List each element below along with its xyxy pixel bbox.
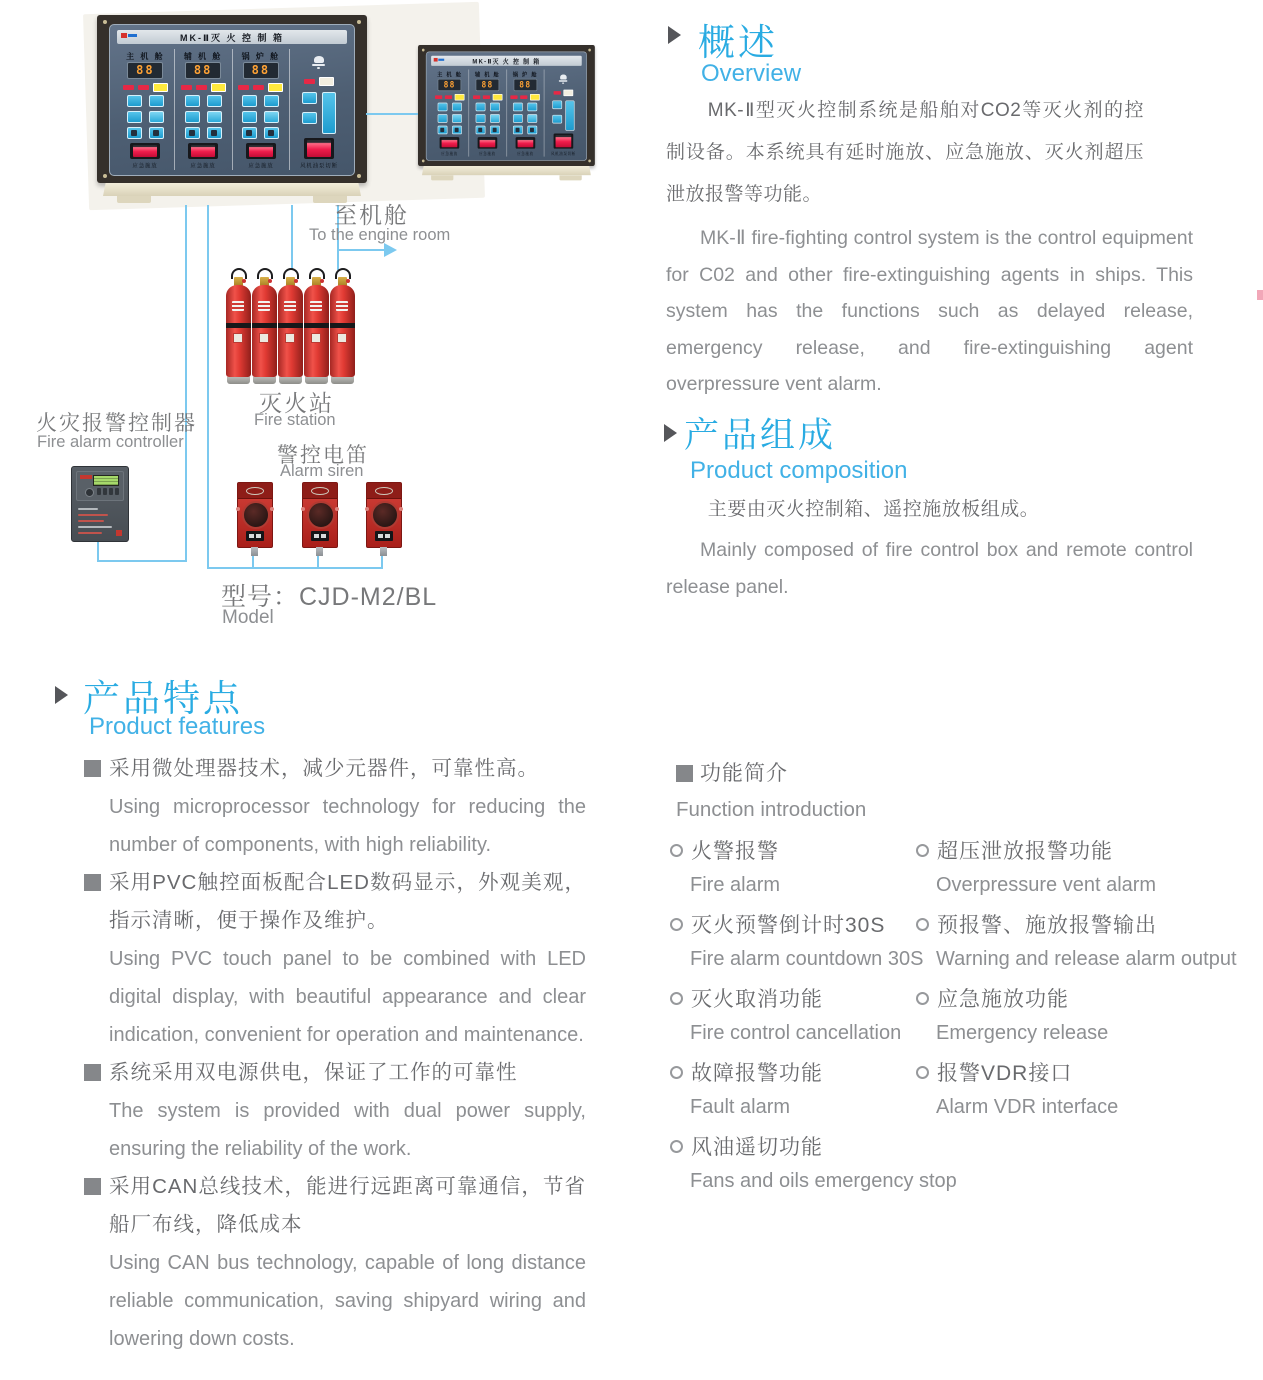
- feature-item-en: Using CAN bus technology, capable of long distance reliable communication, saving shipyard wiring and lowering down costs.: [109, 1252, 586, 1350]
- square-bullet-icon: [84, 1178, 101, 1195]
- panel-foot: [559, 175, 581, 180]
- screw-icon: [103, 174, 107, 178]
- indicator-lights: [553, 90, 573, 96]
- panel-columns: [431, 69, 582, 156]
- feature-item-zh: 采用微处理器技术，减少元器件，可靠性高。: [84, 750, 586, 788]
- panel-column-main-engine: [117, 49, 175, 170]
- panel-button: [242, 127, 257, 139]
- screw-icon: [588, 49, 591, 52]
- feature-item-en: Using microprocessor technology for reducing the number of components, with high reliability.: [109, 796, 586, 856]
- features-title-en: Product features: [89, 713, 266, 740]
- panel-title-bar: [117, 30, 347, 44]
- section-arrow-icon: [664, 424, 677, 442]
- column-label: 辅 机 舱: [183, 52, 223, 61]
- panel-button: [207, 127, 222, 139]
- fire-extinguisher-cylinders: [226, 268, 356, 389]
- label-to-engine-room-zh: 至机舱: [334, 202, 409, 228]
- label-model-en: Model: [222, 607, 274, 628]
- column-label: 锅 炉 舱: [241, 52, 281, 61]
- panel-button: [452, 103, 462, 112]
- panel-button: [452, 114, 462, 123]
- connector-line: [185, 205, 187, 562]
- emergency-release-caption: 应急施放: [479, 152, 496, 157]
- panel-column-main-engine: [431, 69, 469, 156]
- controller-lcd: [93, 475, 119, 486]
- panel-button: [242, 111, 257, 123]
- circle-bullet-icon: [670, 1140, 683, 1153]
- panel-column-fan-pump: [290, 49, 347, 170]
- panel-button: [490, 114, 500, 123]
- column-label: 主 机 舱: [437, 71, 463, 79]
- emergency-release-caption: 应急施放: [441, 152, 458, 157]
- screw-icon: [357, 20, 361, 24]
- feature-item-zh: 采用CAN总线技术，能进行远距离可靠通信，节省船厂布线，降低成本: [84, 1168, 586, 1244]
- panel-face: [426, 51, 587, 160]
- alarm-siren-photo: [237, 482, 273, 548]
- screw-icon: [422, 159, 425, 162]
- panel-button: [490, 126, 500, 135]
- circle-bullet-icon: [670, 844, 683, 857]
- panel-button: [475, 103, 485, 112]
- connector-line: [366, 113, 418, 115]
- panel-button: [149, 95, 164, 107]
- section-arrow-icon: [668, 26, 681, 44]
- panel-button: [438, 126, 448, 135]
- feature-item-zh: 采用PVC触控面板配合LED数码显示，外观美观，指示清晰，便于操作及维护。: [84, 864, 586, 940]
- panel-button: [264, 127, 279, 139]
- connector-line: [97, 540, 99, 562]
- label-model-zh: 型号：CJD-M2/BL: [221, 583, 438, 611]
- overview-paragraph-zh: MK-Ⅱ型灭火控制系统是船舶对CO2等灭火剂的控制设备。本系统具有延时施放、应急施放、灭火剂超压泄放报警等功能。: [666, 100, 1144, 205]
- indicator-lights: [435, 94, 464, 100]
- circle-bullet-icon: [670, 992, 683, 1005]
- composition-title-zh: 产品组成: [684, 416, 837, 455]
- square-bullet-icon: [84, 1064, 101, 1081]
- label-fire-station-zh: 灭火站: [259, 390, 334, 416]
- panel-button: [438, 103, 448, 112]
- functions-column-left: [670, 838, 957, 1208]
- fan-pump-cutoff-button: [304, 138, 334, 159]
- controller-display-panel: [76, 471, 124, 501]
- indicator-lights: [511, 94, 540, 100]
- panel-button-strip: [322, 92, 336, 134]
- emergency-release-button: [516, 137, 536, 149]
- seven-segment-display: 88: [185, 62, 221, 79]
- function-item: 灭火取消功能 Fire control cancellation: [670, 986, 920, 1060]
- alarm-siren-photo: [366, 482, 402, 548]
- panel-button: [475, 126, 485, 135]
- label-fire-alarm-controller-zh: 火灾报警控制器: [36, 412, 197, 435]
- emergency-release-button: [188, 143, 218, 159]
- seven-segment-display: 88: [127, 62, 163, 79]
- label-fire-alarm-controller-en: Fire alarm controller: [37, 433, 184, 451]
- panel-button: [149, 111, 164, 123]
- emergency-release-button: [478, 137, 498, 149]
- panel-title: MK-Ⅱ灭 火 控 制 箱: [472, 57, 541, 65]
- column-label: 辅 机 舱: [474, 71, 501, 79]
- function-item: 报警VDR接口 Alarm VDR interface: [916, 1060, 1251, 1134]
- circle-bullet-icon: [916, 1066, 929, 1079]
- label-fire-station-en: Fire station: [254, 411, 336, 429]
- panel-button: [127, 95, 142, 107]
- panel-button: [185, 111, 200, 123]
- emergency-release-button: [440, 137, 460, 149]
- panel-column-boiler: [233, 49, 291, 170]
- panel-face: [109, 24, 355, 176]
- panel-button: [528, 103, 538, 112]
- panel-frame: [418, 45, 595, 166]
- indicator-lights: [473, 94, 502, 100]
- panel-button: [475, 114, 485, 123]
- function-item: 灭火预警倒计时30S Fire alarm countdown 30S: [670, 912, 920, 986]
- connector-line: [207, 205, 209, 569]
- panel-column-fan-pump: [545, 69, 582, 156]
- screw-icon: [357, 174, 361, 178]
- panel-button: [207, 111, 222, 123]
- panel-button: [490, 103, 500, 112]
- indicator-lights: [304, 78, 334, 86]
- fire-control-box-photo: [97, 15, 367, 205]
- panel-title-bar: [431, 56, 582, 66]
- connector-line: [291, 205, 293, 270]
- controller-label-area: [77, 504, 123, 537]
- functions-header-zh: 功能简介: [676, 757, 788, 787]
- emergency-release-caption: 应急施放: [517, 152, 534, 157]
- panel-button: [513, 126, 523, 135]
- seven-segment-display: 88: [476, 79, 500, 91]
- emergency-release-caption: 应急施放: [132, 164, 158, 170]
- bell-icon: [559, 71, 568, 87]
- panel-column-boiler: [507, 69, 545, 156]
- alarm-siren-photo: [302, 482, 338, 548]
- panel-button: [207, 95, 222, 107]
- functions-column-right: [916, 838, 1251, 1134]
- function-item: 超压泄放报警功能 Overpressure vent alarm: [916, 838, 1251, 912]
- emergency-release-caption: 应急施放: [190, 164, 216, 170]
- connector-line: [207, 567, 383, 569]
- emergency-release-button: [130, 143, 160, 159]
- indicator-lights: [238, 83, 283, 91]
- cylinder: [226, 268, 251, 389]
- brand-logo: [434, 58, 444, 64]
- panel-foot: [117, 196, 151, 203]
- panel-button: [149, 127, 164, 139]
- emergency-release-button: [246, 143, 276, 159]
- remote-release-panel-photo: [418, 45, 595, 182]
- cylinder: [252, 268, 277, 389]
- square-bullet-icon: [676, 765, 693, 782]
- overview-paragraph-en: MK-Ⅱ fire-fighting control system is the control equipment for C02 and other fire-extinguishing agents in ships. This system has the functions such as delayed release, emergency release, and fire-extinguishing agent overpressure vent alarm.: [666, 227, 1193, 395]
- circle-bullet-icon: [916, 992, 929, 1005]
- function-item: 故障报警功能 Fault alarm: [670, 1060, 920, 1134]
- label-alarm-siren-zh: 警控电笛: [277, 444, 369, 467]
- connector-line: [338, 249, 385, 251]
- seven-segment-display: 88: [243, 62, 279, 79]
- screw-icon: [103, 20, 107, 24]
- panel-button: [452, 126, 462, 135]
- panel-button: [185, 95, 200, 107]
- feature-item-en: The system is provided with dual power supply, ensuring the reliability of the work.: [109, 1100, 586, 1160]
- cylinder: [330, 268, 355, 389]
- emergency-release-caption: 应急施放: [248, 164, 274, 170]
- seven-segment-display: 88: [514, 79, 538, 91]
- panel-button: [185, 127, 200, 139]
- functions-header-en: Function introduction: [676, 798, 867, 821]
- panel-button: [242, 95, 257, 107]
- indicator-lights: [123, 83, 168, 91]
- panel-button: [302, 92, 317, 104]
- function-item: 风油遥切功能 Fans and oils emergency stop: [670, 1134, 920, 1208]
- fan-pump-cutoff-caption: 风机油泵切断: [550, 152, 576, 157]
- circle-bullet-icon: [670, 1066, 683, 1079]
- cylinder: [278, 268, 303, 389]
- panel-column-aux-engine: [469, 69, 507, 156]
- panel-button: [513, 103, 523, 112]
- bell-icon: [312, 51, 325, 74]
- panel-button: [528, 126, 538, 135]
- panel-foot: [431, 175, 453, 180]
- label-alarm-siren-en: Alarm siren: [280, 462, 364, 480]
- cylinder: [304, 268, 329, 389]
- square-bullet-icon: [84, 874, 101, 891]
- function-item: 预报警、施放报警输出 Warning and release alarm output: [916, 912, 1251, 986]
- panel-columns: [117, 49, 347, 170]
- arrow-right-icon: [384, 243, 397, 257]
- panel-frame: [97, 15, 367, 183]
- brand-logo: [121, 33, 137, 41]
- circle-bullet-icon: [670, 918, 683, 931]
- panel-title: MK-Ⅱ灭 火 控 制 箱: [180, 32, 284, 43]
- panel-stand: [103, 183, 361, 196]
- composition-title-en: Product composition: [690, 457, 908, 484]
- features-list: [84, 750, 586, 1358]
- function-item: 火警报警 Fire alarm: [670, 838, 920, 912]
- fire-alarm-controller-photo: [71, 466, 129, 542]
- panel-button: [528, 114, 538, 123]
- feature-item-en: Using PVC touch panel to be combined with LED digital display, with beautiful appearance and clear indication, convenient for operation and maintenance.: [109, 948, 586, 1046]
- overview-title-en: Overview: [701, 60, 802, 87]
- panel-column-aux-engine: [175, 49, 233, 170]
- panel-button: [513, 114, 523, 123]
- column-label: 主 机 舱: [126, 52, 165, 61]
- composition-paragraph-zh: 主要由灭火控制箱、遥控施放板组成。: [707, 499, 1040, 520]
- indicator-lights: [181, 83, 226, 91]
- panel-button: [302, 112, 317, 124]
- circle-bullet-icon: [916, 844, 929, 857]
- panel-button: [438, 114, 448, 123]
- column-label: 锅 炉 舱: [512, 71, 538, 79]
- square-bullet-icon: [84, 760, 101, 777]
- panel-button: [552, 100, 562, 109]
- connector-line: [97, 560, 187, 562]
- panel-button: [264, 95, 279, 107]
- screw-icon: [422, 49, 425, 52]
- fan-pump-cutoff-caption: 风机油泵切断: [299, 164, 338, 170]
- panel-button-strip: [565, 100, 574, 130]
- seven-segment-display: 88: [438, 79, 462, 91]
- panel-button: [127, 111, 142, 123]
- composition-paragraph-en: Mainly composed of fire control box and remote control release panel.: [666, 539, 1193, 598]
- section-arrow-icon: [55, 686, 68, 704]
- fan-pump-cutoff-button: [553, 133, 573, 148]
- feature-item-zh: 系统采用双电源供电，保证了工作的可靠性: [84, 1054, 586, 1092]
- overview-title-zh: 概述: [698, 22, 778, 63]
- label-to-engine-room-en: To the engine room: [309, 226, 451, 244]
- panel-button: [127, 127, 142, 139]
- screw-icon: [588, 159, 591, 162]
- page-edge-tab: [1257, 290, 1263, 300]
- panel-button: [552, 115, 562, 124]
- circle-bullet-icon: [916, 918, 929, 931]
- features-title-zh: 产品特点: [83, 678, 243, 719]
- panel-button: [264, 111, 279, 123]
- function-item: 应急施放功能 Emergency release: [916, 986, 1251, 1060]
- panel-stand: [422, 166, 591, 175]
